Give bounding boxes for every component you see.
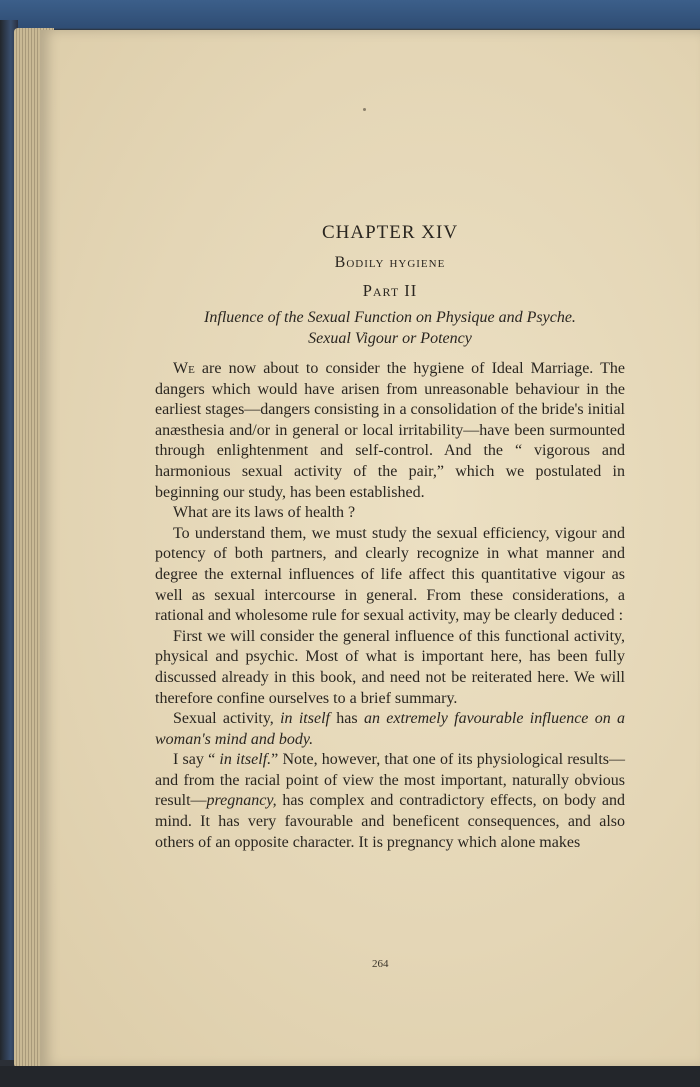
bottom-background xyxy=(0,1066,700,1087)
paragraph-6-part-a: I say “ xyxy=(173,751,220,769)
page-text xyxy=(155,222,625,853)
section-heading: Bodily hygiene xyxy=(334,254,446,271)
paragraph-6-part-c: ” Note, however, that one of its physiological results—and from the racial point of view the most important, naturally obvious result— xyxy=(155,751,625,810)
subtitle xyxy=(155,307,625,349)
page-speck xyxy=(363,108,366,111)
chapter-heading: CHAPTER XIV xyxy=(321,222,459,243)
paragraph-6-part-b: in itself. xyxy=(219,751,272,769)
paragraph-5-part-c: has xyxy=(329,710,364,728)
paragraph-6-part-d: pregnancy, xyxy=(206,792,277,810)
paragraph-6 xyxy=(155,750,625,853)
paragraph-6-part-e: has complex and contradictory effects, on body and mind. It has very favourable and beneficent consequences, and also others of an opposite character. It is pregnancy which alone makes xyxy=(155,792,625,851)
paragraph-3: To understand them, we must study the sexual efficiency, vigour and potency of both partners, and clearly recognize in what manner and degree the external influences of life affect this quantitative vigour as well as sexual intercourse in general. From these considerations, a rational and wholesome rule for sexual activity, may be clearly deduced : xyxy=(155,524,625,625)
paragraph-5-part-a: Sexual activity, xyxy=(173,710,281,728)
paragraph-5-part-d: an extremely favourable influence on a woman's mind and body. xyxy=(155,710,626,748)
paragraph-4: First we will consider the general influence of this functional activity, physical and psychic. Most of what is important here, has been fully discussed already in this book, and need not be reiterated here. We will therefore confine ourselves to a brief summary. xyxy=(155,627,625,707)
page-number: 264 xyxy=(372,958,389,970)
paragraph-1 xyxy=(155,359,625,503)
subtitle-line-1: Influence of the Sexual Function on Physique and Psyche. xyxy=(204,309,576,326)
paragraph-5-part-b: in itself xyxy=(280,710,330,728)
subtitle-line-2: Sexual Vigour or Potency xyxy=(308,330,472,347)
part-heading: Part II xyxy=(362,281,418,300)
paragraph-1-lead: We xyxy=(173,360,195,377)
paragraph-2: What are its laws of health ? xyxy=(173,504,356,522)
paragraph-5 xyxy=(155,709,625,750)
paragraph-1-body: are now about to consider the hygiene of Ideal Marriage. The dangers which would have arisen from unreasonable behaviour in the earliest stages—dangers consisting in a consolidation of the bride's initial anæsthesia and/or in general or local irritability—have been surmounted through enlightenment and self-control. And the “ vigorous and harmonious sexual activity of the pair,” which we postulated in beginning our study, has been established. xyxy=(155,360,625,501)
